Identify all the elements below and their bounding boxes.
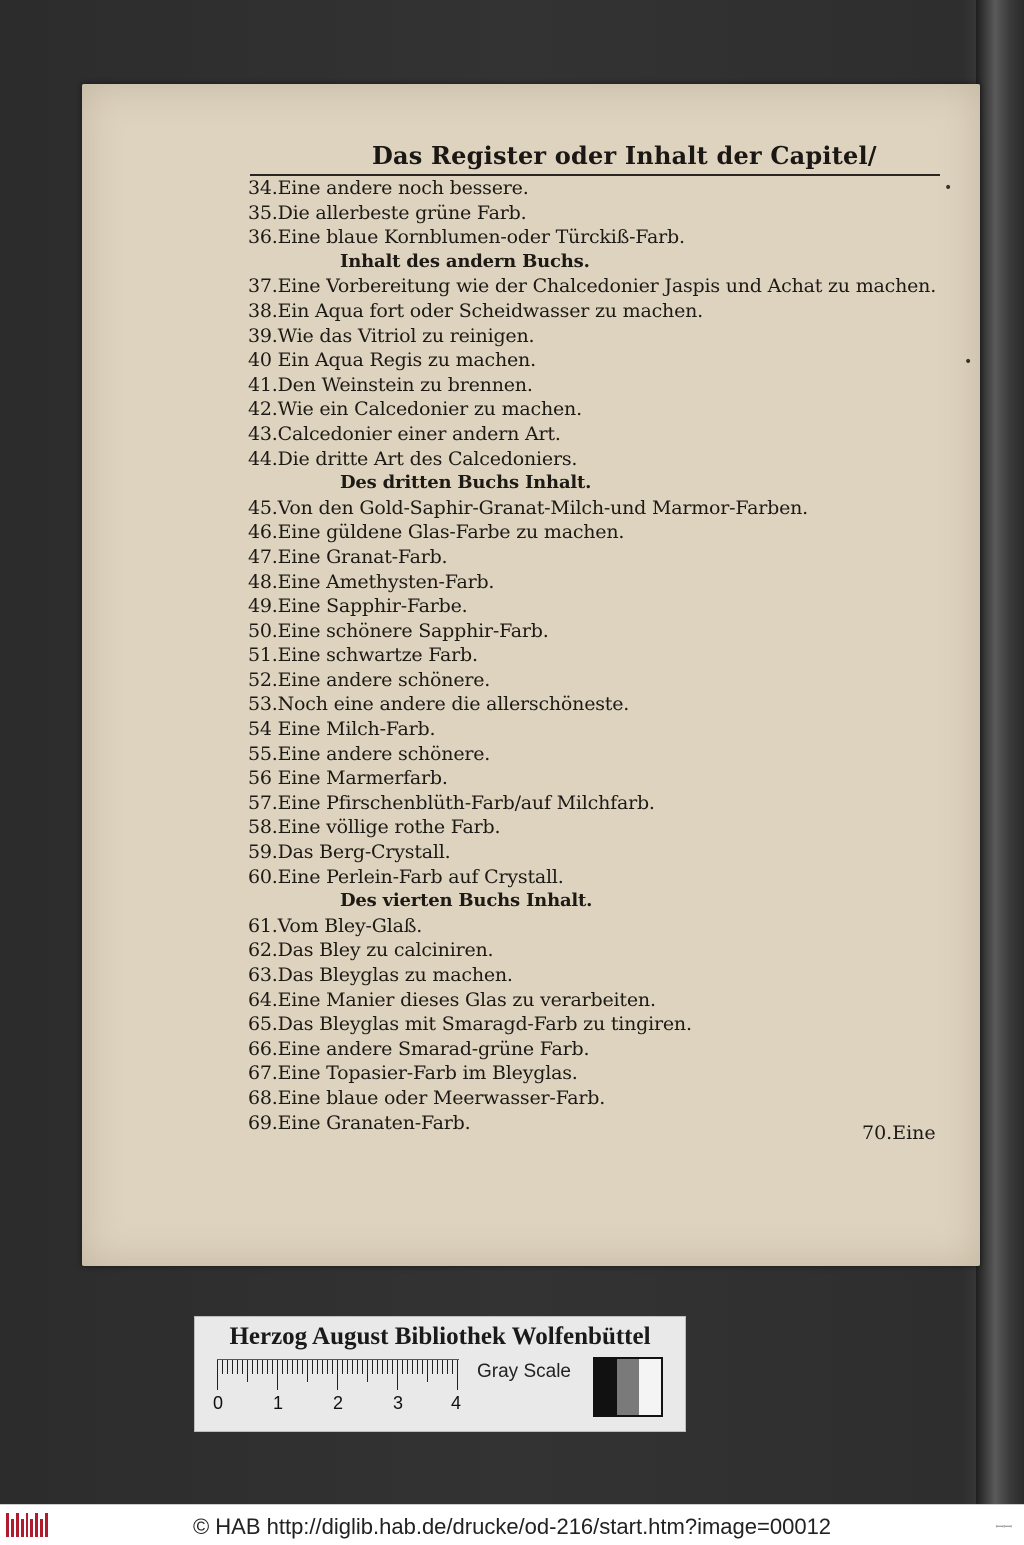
- register-entry: 57.Eine Pfirschenblüth-Farb/auf Milchfarb.: [248, 791, 655, 814]
- footer-mark: ꟷꟷ: [995, 1522, 1012, 1533]
- gray-patch: [639, 1359, 661, 1415]
- gray-scale-label: Gray Scale: [477, 1361, 571, 1382]
- ruler-tick: [442, 1360, 443, 1374]
- register-entry: 49.Eine Sapphir-Farbe.: [248, 595, 468, 618]
- page-header: Das Register oder Inhalt der Capitel/: [372, 141, 877, 170]
- ruler-tick: [437, 1360, 438, 1374]
- ruler-tick: [292, 1360, 293, 1374]
- ruler-tick: [317, 1360, 318, 1374]
- register-entry: 67.Eine Topasier-Farb im Bleyglas.: [248, 1062, 578, 1085]
- ruler-tick: [367, 1360, 368, 1382]
- register-entry: 38.Ein Aqua fort oder Scheidwasser zu machen.: [248, 299, 703, 322]
- ruler-tick: [332, 1360, 333, 1374]
- ruler-tick: [252, 1360, 253, 1374]
- ruler-tick: [277, 1360, 278, 1390]
- ruler-tick: [422, 1360, 423, 1374]
- ruler-tick: [232, 1360, 233, 1374]
- register-entry: 53.Noch eine andere die allerschöneste.: [248, 693, 630, 716]
- register-entry: 44.Die dritte Art des Calcedoniers.: [248, 447, 578, 470]
- register-entry: 65.Das Bleyglas mit Smaragd-Farb zu tingiren.: [248, 1013, 692, 1036]
- ruler-tick: [312, 1360, 313, 1374]
- ruler-number: 1: [273, 1393, 284, 1413]
- register-entry: 42.Wie ein Calcedonier zu machen.: [248, 398, 582, 421]
- register-entry: 48.Eine Amethysten-Farb.: [248, 570, 495, 593]
- footer-bar: [0, 1504, 1024, 1545]
- book-section-heading: Des dritten Buchs Inhalt.: [340, 472, 592, 494]
- library-name: Herzog August Bibliothek Wolfenbüttel: [229, 1323, 651, 1350]
- ruler-tick: [432, 1360, 433, 1374]
- register-entry: 62.Das Bley zu calciniren.: [248, 939, 494, 962]
- ruler-tick: [397, 1360, 398, 1390]
- register-entry: 58.Eine völlige rothe Farb.: [248, 816, 501, 839]
- ruler-tick: [242, 1360, 243, 1374]
- register-entry: 37.Eine Vorbereitung wie der Chalcedonier Jaspis und Achat zu machen.: [248, 275, 937, 298]
- ruler-tick: [217, 1360, 218, 1390]
- book-section-heading: Inhalt des andern Buchs.: [340, 250, 590, 272]
- book-section-heading: Des vierten Buchs Inhalt.: [340, 890, 593, 912]
- ruler-tick: [267, 1360, 268, 1374]
- ruler-tick: [222, 1360, 223, 1374]
- register-entry: 60.Eine Perlein-Farb auf Crystall.: [248, 865, 564, 888]
- register-list: [248, 176, 948, 1135]
- register-entry: 63.Das Bleyglas zu machen.: [248, 964, 513, 986]
- ruler-tick: [287, 1360, 288, 1374]
- gray-patch: [617, 1359, 639, 1415]
- ruler-tick: [262, 1360, 263, 1374]
- ruler-tick: [372, 1360, 373, 1374]
- ruler-tick: [362, 1360, 363, 1374]
- ruler-tick: [282, 1360, 283, 1374]
- ruler-tick: [357, 1360, 358, 1374]
- register-entry: 61.Vom Bley-Glaß.: [248, 914, 423, 937]
- ruler-tick: [382, 1360, 383, 1374]
- register-entry: 54 Eine Milch-Farb.: [248, 718, 436, 741]
- ruler-tick: [427, 1360, 428, 1382]
- catchword: 70.Eine: [862, 1122, 936, 1144]
- register-entry: 55.Eine andere schönere.: [248, 742, 491, 765]
- adjacent-page-edge: [976, 0, 1024, 1504]
- register-entry: 34.Eine andere noch bessere.: [248, 177, 529, 199]
- ruler-tick: [452, 1360, 453, 1374]
- ruler-tick: [302, 1360, 303, 1374]
- ruler-tick: [407, 1360, 408, 1374]
- ruler-tick: [342, 1360, 343, 1374]
- margin-dot: •: [944, 180, 953, 196]
- register-entry: 51.Eine schwartze Farb.: [248, 644, 478, 667]
- ruler-tick: [227, 1360, 228, 1374]
- register-entry: 52.Eine andere schönere.: [248, 668, 491, 691]
- ruler-tick: [237, 1360, 238, 1374]
- gray-patch: [595, 1359, 617, 1415]
- ruler-tick: [257, 1360, 258, 1374]
- ruler-tick: [352, 1360, 353, 1374]
- ruler-tick: [447, 1360, 448, 1374]
- register-entry: 69.Eine Granaten-Farb.: [248, 1111, 471, 1134]
- ruler-tick: [392, 1360, 393, 1374]
- ruler-number: 3: [393, 1393, 404, 1413]
- ruler-tick: [387, 1360, 388, 1374]
- ruler-tick: [417, 1360, 418, 1374]
- register-entry: 59.Das Berg-Crystall.: [248, 841, 451, 864]
- register-entry: 56 Eine Marmerfarb.: [248, 767, 448, 790]
- ruler-tick: [327, 1360, 328, 1374]
- register-entry: 50.Eine schönere Sapphir-Farb.: [248, 619, 549, 642]
- ruler-number: 0: [213, 1393, 224, 1413]
- ruler-tick: [272, 1360, 273, 1374]
- register-entry: 68.Eine blaue oder Meerwasser-Farb.: [248, 1086, 606, 1109]
- register-entry: 43.Calcedonier einer andern Art.: [248, 422, 561, 445]
- ruler-tick: [307, 1360, 308, 1382]
- register-entry: 39.Wie das Vitriol zu reinigen.: [248, 324, 535, 347]
- ruler-number: 2: [333, 1393, 344, 1413]
- ruler-tick: [247, 1360, 248, 1382]
- ruler-tick: [377, 1360, 378, 1374]
- register-entry: 45.Von den Gold-Saphir-Granat-Milch-und Marmor-Farben.: [248, 496, 808, 519]
- ruler-tick: [457, 1360, 458, 1390]
- gray-scale-swatch: [593, 1357, 663, 1417]
- ruler: [217, 1359, 459, 1390]
- register-entry: 35.Die allerbeste grüne Farb.: [248, 201, 527, 224]
- footer-copyright-url[interactable]: © HAB http://diglib.hab.de/drucke/od-216/start.htm?image=00012: [192, 1514, 832, 1539]
- ruler-tick: [322, 1360, 323, 1374]
- margin-dot: •: [964, 354, 973, 370]
- ruler-tick: [402, 1360, 403, 1374]
- ruler-tick: [337, 1360, 338, 1390]
- ruler-tick: [347, 1360, 348, 1374]
- register-entry: 46.Eine güldene Glas-Farbe zu machen.: [248, 521, 625, 544]
- register-entry: 66.Eine andere Smarad-grüne Farb.: [248, 1037, 590, 1060]
- ruler-number: 4: [451, 1393, 462, 1413]
- register-entry: 64.Eine Manier dieses Glas zu verarbeiten.: [248, 988, 656, 1011]
- register-entry: 36.Eine blaue Kornblumen-oder Türckiß-Farb.: [248, 226, 685, 249]
- register-entry: 47.Eine Granat-Farb.: [248, 545, 448, 568]
- color-scale-card: [194, 1316, 686, 1432]
- ruler-tick: [297, 1360, 298, 1374]
- ruler-tick: [412, 1360, 413, 1374]
- register-entry: 40 Ein Aqua Regis zu machen.: [248, 349, 536, 372]
- register-entry: 41.Den Weinstein zu brennen.: [248, 373, 533, 396]
